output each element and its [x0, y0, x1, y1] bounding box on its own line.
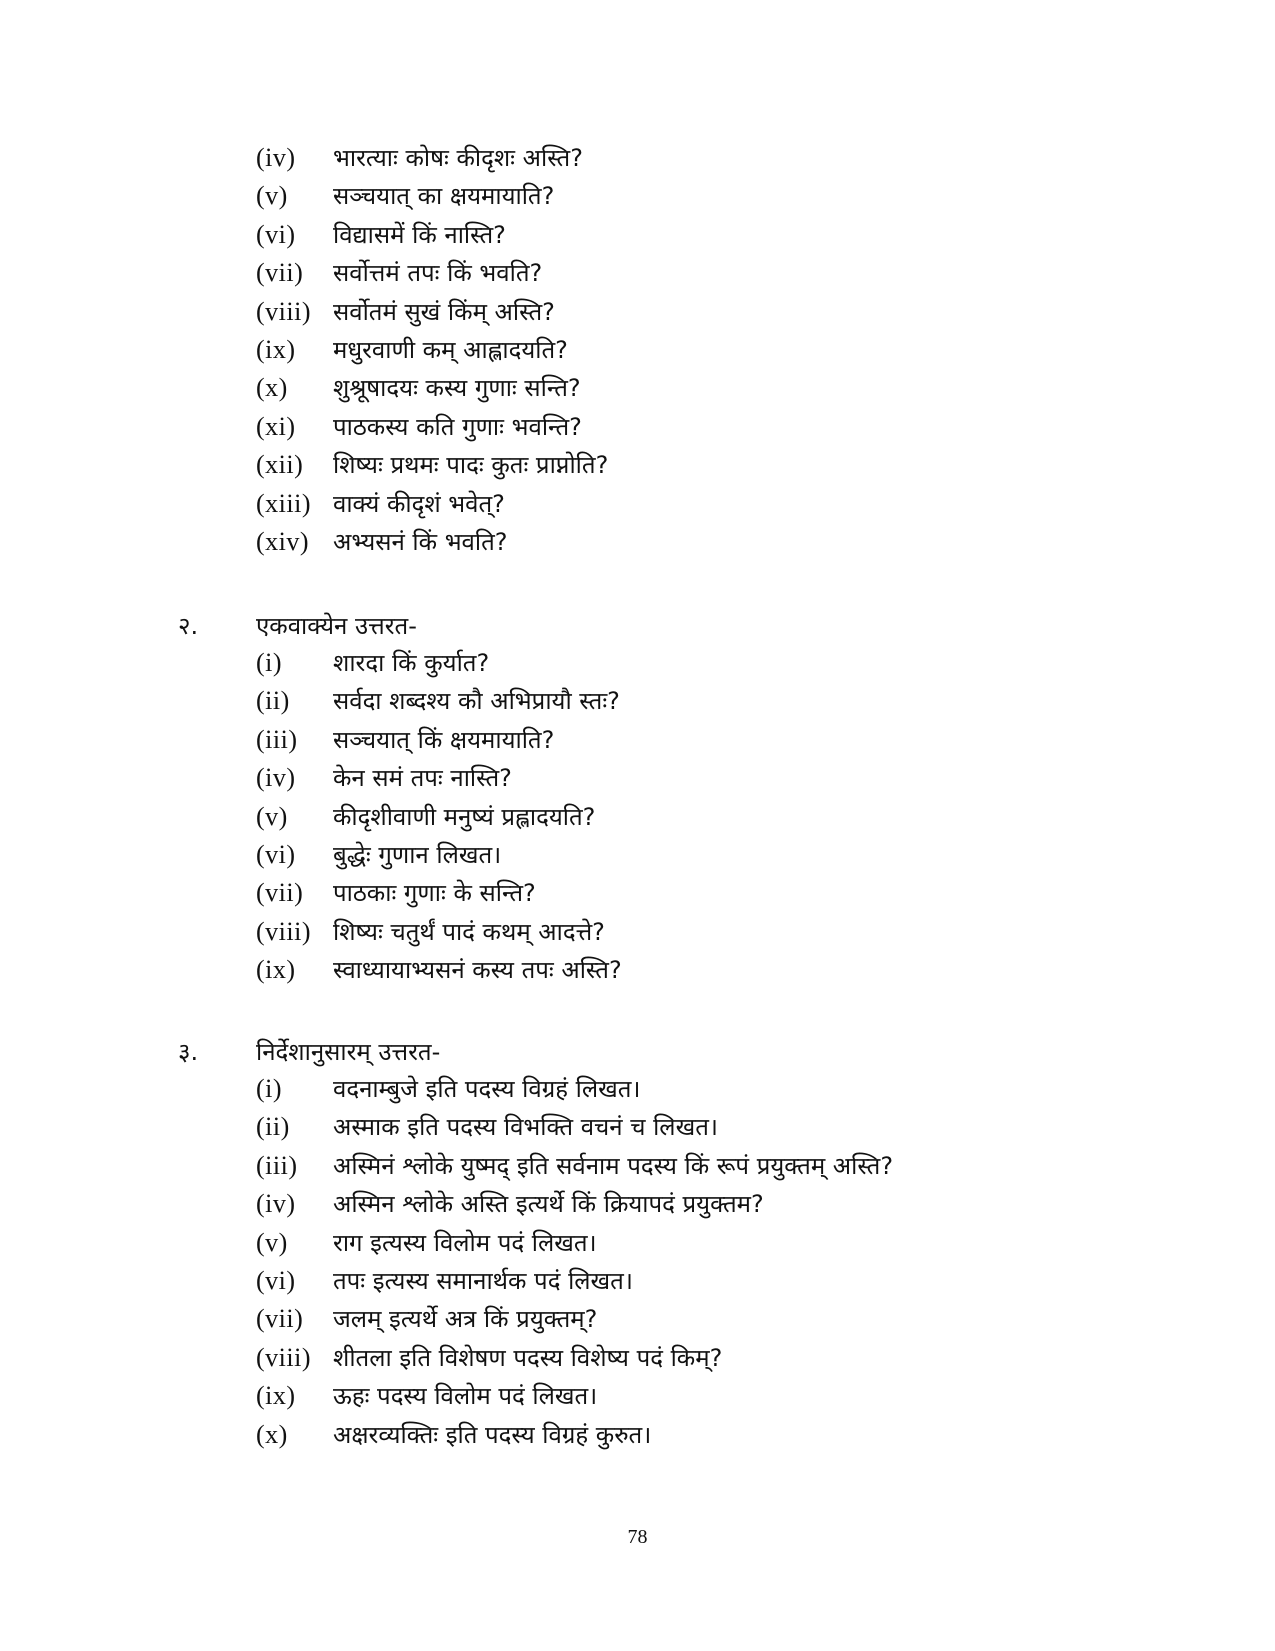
item-text: शिष्यः प्रथमः पादः कुतः प्राप्नोति? [333, 451, 609, 480]
item-text: सर्वोतमं सुखं किंम् अस्ति? [333, 297, 555, 326]
item-number: (xi) [256, 411, 296, 441]
section3-heading [0, 1032, 1275, 1072]
list-item [0, 523, 1275, 561]
item-number: (viii) [256, 296, 311, 326]
list-item [0, 446, 1275, 484]
item-text: अस्माक इति पदस्य विभक्ति वचनं च लिखत। [333, 1113, 718, 1142]
list-item [0, 1224, 1275, 1262]
item-text: केन समं तपः नास्ति? [333, 764, 512, 793]
item-number: (iii) [256, 1150, 298, 1180]
list-item [0, 874, 1275, 912]
item-number: (viii) [256, 1342, 311, 1372]
item-text: सञ्चयात् का क्षयमायाति? [333, 182, 555, 211]
item-text: ऊहः पदस्य विलोम पदं लिखत। [333, 1382, 598, 1411]
list-item [0, 1070, 1275, 1108]
list-item [0, 1300, 1275, 1338]
item-number: (vi) [256, 219, 296, 249]
item-text: भारत्याः कोषः कीदृशः अस्ति? [333, 144, 583, 172]
item-text: बुद्धेः गुणान लिखत। [333, 840, 502, 869]
section3-list [0, 1070, 1275, 1454]
item-number: (vi) [256, 839, 296, 869]
item-number: (v) [256, 181, 288, 211]
item-text: विद्यासमें किं नास्ति? [333, 220, 506, 249]
list-item [0, 913, 1275, 951]
list-item [0, 177, 1275, 215]
list-item [0, 216, 1275, 254]
list-item [0, 1262, 1275, 1300]
list-item [0, 682, 1275, 720]
list-item [0, 293, 1275, 331]
page-number: 78 [627, 1526, 648, 1548]
list-item [0, 1339, 1275, 1377]
list-item [0, 1377, 1275, 1415]
item-text: मधुरवाणी कम् आह्लादयति? [333, 335, 568, 364]
list-item [0, 721, 1275, 759]
item-text: शिष्यः चतुर्थं पादं कथम् आदत्ते? [333, 917, 605, 946]
list-item [0, 1147, 1275, 1185]
list-item [0, 644, 1275, 682]
item-text: स्वाध्यायाभ्यसनं कस्य तपः अस्ति? [333, 956, 622, 985]
item-number: (iv) [256, 143, 296, 172]
item-number: (vi) [256, 1265, 296, 1295]
item-number: (x) [256, 373, 288, 403]
item-text: कीदृशीवाणी मनुष्यं प्रह्लादयति? [333, 802, 596, 831]
item-number: (ii) [256, 686, 290, 716]
item-text: अस्मिनं श्लोके युष्मद् इति सर्वनाम पदस्य किं रूपं प्रयुक्तम् अस्ति? [333, 1151, 894, 1180]
list-item [0, 951, 1275, 989]
item-text: शारदा किं कुर्यात? [333, 649, 490, 677]
item-number: (vii) [256, 1304, 304, 1334]
item-number: (ix) [256, 1381, 296, 1411]
section2-list [0, 644, 1275, 990]
item-number: (i) [256, 648, 283, 677]
list-item [0, 408, 1275, 446]
item-number: (xiv) [256, 526, 310, 556]
list-item [0, 139, 1275, 177]
section-title: एकवाक्येन उत्तरत- [256, 612, 417, 640]
item-text: जलम् इत्यर्थे अत्र किं प्रयुक्तम्? [333, 1305, 598, 1334]
item-number: (ix) [256, 334, 296, 364]
item-number: (iv) [256, 763, 296, 793]
item-text: शीतला इति विशेषण पदस्य विशेष्य पदं किम्? [333, 1343, 723, 1372]
list-item [0, 331, 1275, 369]
item-number: (v) [256, 1227, 288, 1257]
item-number: (i) [256, 1074, 283, 1103]
section2-heading [0, 606, 1275, 646]
list-item [0, 1185, 1275, 1223]
item-text: वदनाम्बुजे इति पदस्य विग्रहं लिखत। [333, 1075, 641, 1103]
list-item [0, 1416, 1275, 1454]
list-item [0, 798, 1275, 836]
list-item [0, 759, 1275, 797]
item-text: राग इत्यस्य विलोम पदं लिखत। [333, 1228, 597, 1257]
item-text: सञ्चयात् किं क्षयमायाति? [333, 725, 555, 754]
item-number: (ix) [256, 955, 296, 985]
item-text: अक्षरव्यक्तिः इति पदस्य विग्रहं कुरुत। [333, 1420, 652, 1449]
item-text: वाक्यं कीदृशं भवेत्? [333, 489, 505, 518]
item-number: (v) [256, 801, 288, 831]
item-text: सर्वदा शब्दश्य कौ अभिप्रायौ स्तः? [333, 687, 620, 716]
item-text: अस्मिन श्लोके अस्ति इत्यर्थे किं क्रियापदं प्रयुक्तम? [333, 1190, 764, 1219]
item-number: (xiii) [256, 488, 311, 518]
item-number: (xii) [256, 450, 304, 480]
item-text: शुश्रूषादयः कस्य गुणाः सन्ति? [333, 374, 581, 403]
item-number: (viii) [256, 916, 311, 946]
item-number: (ii) [256, 1112, 290, 1142]
item-text: सर्वोत्तमं तपः किं भवति? [333, 259, 543, 288]
list-item [0, 369, 1275, 407]
item-number: (x) [256, 1419, 288, 1449]
item-text: पाठकाः गुणाः के सन्ति? [333, 879, 536, 908]
item-number: (iv) [256, 1189, 296, 1219]
item-text: तपः इत्यस्य समानार्थक पदं लिखत। [333, 1266, 633, 1295]
item-number: (vii) [256, 258, 304, 288]
list-item [0, 836, 1275, 874]
item-number: (vii) [256, 878, 304, 908]
section-title: निर्देशानुसारम् उत्तरत- [256, 1038, 441, 1066]
item-number: (iii) [256, 724, 298, 754]
item-text: पाठकस्य कति गुणाः भवन्ति? [333, 412, 582, 441]
section1-list [0, 139, 1275, 561]
list-item [0, 254, 1275, 292]
item-text: अभ्यसनं किं भवति? [333, 527, 508, 556]
section-number: २. [178, 612, 199, 640]
section-number: ३. [178, 1038, 199, 1066]
list-item [0, 485, 1275, 523]
list-item [0, 1108, 1275, 1146]
